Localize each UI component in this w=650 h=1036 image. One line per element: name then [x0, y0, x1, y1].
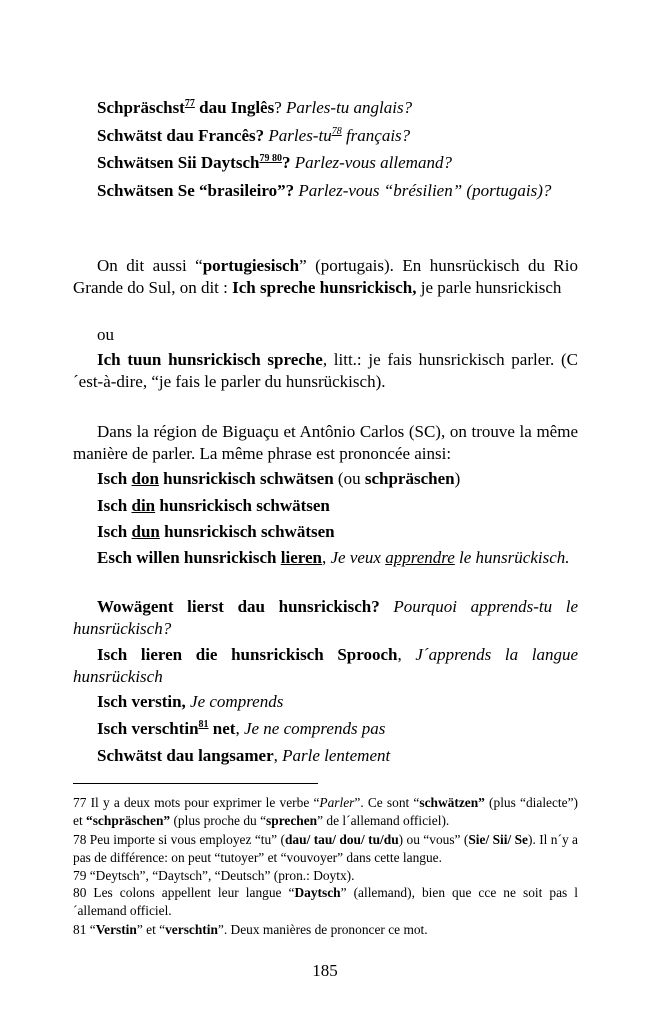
paragraph	[73, 644, 578, 687]
text-run: Parlez-vous “brésilien” (portugais)?	[298, 181, 552, 200]
paragraph	[73, 468, 578, 490]
text-run: Esch willen hunsrickisch	[97, 548, 281, 567]
text-run: 80 Les colons appellent leur langue “	[73, 885, 295, 900]
footnote	[73, 831, 578, 867]
text-run: ?	[274, 98, 287, 117]
text-run: sprechen	[266, 813, 318, 828]
text-run: ,	[321, 548, 331, 567]
text-run: ,	[397, 645, 416, 664]
text-run: dun	[131, 522, 160, 541]
text-run: Verstin	[95, 922, 137, 937]
footnote-ref: 79 80	[259, 153, 282, 164]
text-run: (plus proche du “	[170, 813, 267, 828]
text-run: je parle hunsrickisch	[416, 277, 562, 297]
text-run: Parler	[319, 795, 355, 810]
text-run: portugiesisch	[202, 256, 300, 275]
text-run: din	[131, 496, 156, 515]
paragraph	[73, 521, 578, 543]
paragraph	[73, 349, 578, 392]
paragraph	[73, 691, 578, 713]
text-run: (ou	[333, 469, 365, 488]
text-run: ” (allemand), bien que cce ne soit pas l´allemand officiel.	[73, 885, 578, 918]
footnote-divider	[73, 783, 318, 784]
text-run: verschtin	[165, 922, 218, 937]
text-run: “schpräschen”	[86, 813, 171, 828]
text-run: ” de l´allemand officiel).	[317, 813, 450, 828]
text-run: don	[131, 469, 159, 488]
text-run: Je veux	[330, 548, 386, 567]
text-run: , litt.: je fais hunsrickisch parler. (C´est-à-dire, “je fais le parler du hunsrückisch).	[73, 350, 578, 391]
text-run: Parles-tu	[268, 126, 332, 145]
text-run: ?	[281, 153, 295, 172]
text-run: hunsrickisch schwätsen	[158, 469, 334, 488]
text-run: ). Il n´y a pas de différence: on peut “tutoyer” et “vouvoyer” dans cette langue.	[73, 832, 578, 865]
text-run: (plus “dialecte”) et	[73, 795, 578, 828]
footnote-ref: 81	[198, 719, 209, 730]
footnote	[73, 884, 578, 920]
text-run: ”. Ce sont “	[354, 795, 420, 810]
text-run: dau Inglês	[194, 98, 275, 117]
paragraph	[73, 596, 578, 639]
paragraph	[73, 125, 578, 147]
paragraph	[73, 152, 578, 174]
text-run: On dit aussi “	[97, 256, 203, 275]
text-run: Isch	[97, 469, 132, 488]
text-run: Je comprends	[190, 692, 284, 711]
text-run: Isch	[97, 522, 132, 541]
text-run: Isch verstin,	[97, 692, 191, 711]
text-run: ,	[235, 719, 244, 738]
footnote	[73, 921, 578, 939]
text-run: 79 “Deytsch”, “Daytsch”, “Deutsch” (pron.: Doytx).	[73, 868, 355, 883]
text-run: Pourquoi apprends-tu le hunsrückisch?	[73, 597, 578, 638]
paragraph	[73, 180, 578, 202]
text-run: apprendre	[385, 548, 455, 567]
text-run: Daytsch	[294, 885, 341, 900]
paragraph	[73, 324, 578, 346]
text-run: le hunsrückisch.	[454, 548, 570, 567]
text-run: ”. Deux manières de prononcer ce mot.	[217, 922, 428, 937]
page-number: 185	[312, 961, 338, 980]
text-run: 81 “	[73, 922, 96, 937]
text-run: Schwätsen Se “brasileiro”?	[97, 181, 299, 200]
text-run: Parle lentement	[282, 746, 391, 765]
text-run: français?	[341, 126, 411, 145]
text-run: Isch verschtin	[97, 719, 199, 738]
text-run: hunsrickisch schwätsen	[155, 496, 330, 515]
text-run: net	[208, 719, 236, 738]
paragraph	[73, 97, 578, 119]
paragraph	[73, 255, 578, 298]
text-run: ” et “	[136, 922, 166, 937]
text-run: Schpräschst	[97, 98, 185, 117]
text-run: ,	[273, 746, 283, 765]
footnote	[73, 867, 578, 885]
text-run: Wowägent lierst dau hunsrickisch?	[97, 597, 394, 616]
text-run: Schwätst dau Francês?	[97, 126, 269, 145]
text-run: Schwätst dau langsamer	[97, 746, 274, 765]
text-run: Ich tuun hunsrickisch spreche	[97, 350, 323, 369]
text-run: hunsrickisch schwätsen	[159, 522, 335, 541]
text-run: Parles-tu anglais?	[286, 98, 413, 117]
text-run: dau/ tau/ dou/ tu/du	[284, 832, 399, 847]
text-run: lieren	[280, 548, 322, 567]
paragraph	[73, 718, 578, 740]
text-run: Parlez-vous allemand?	[294, 153, 452, 172]
text-run: schpräschen	[364, 469, 455, 488]
text-run: 77 Il y a deux mots pour exprimer le verbe “	[73, 795, 320, 810]
footnote	[73, 794, 578, 830]
text-run: Je ne comprends pas	[243, 719, 386, 738]
text-run: ” (portugais). En hunsrückisch du Rio Grande do Sul, on dit :	[73, 256, 578, 297]
text-run: ) ou “vous” (	[398, 832, 469, 847]
paragraph	[73, 547, 578, 569]
text-run: schwätzen”	[419, 795, 485, 810]
text-run: ou	[97, 325, 114, 344]
footnote-ref: 78	[331, 126, 342, 137]
text-run: Dans la région de Biguaçu et Antônio Carlos (SC), on trouve la même manière de parler. La même phrase est prononcée ainsi:	[73, 422, 578, 463]
paragraph	[73, 421, 578, 464]
text-run: Ich spreche hunsrickisch,	[232, 277, 417, 297]
text-run: Isch lieren die hunsrickisch Sprooch	[97, 645, 398, 664]
text-run: Schwätsen Sii Daytsch	[97, 153, 260, 172]
text-run: )	[454, 469, 461, 488]
paragraph	[73, 495, 578, 517]
text-run: J´apprends la langue hunsrückisch	[73, 645, 578, 686]
text-run: Sie/ Sii/ Se	[468, 832, 528, 847]
paragraph	[73, 745, 578, 767]
text-run: Isch	[97, 496, 132, 515]
footnote-ref: 77	[184, 98, 195, 109]
text-run: 78 Peu importe si vous employez “tu” (	[73, 832, 285, 847]
